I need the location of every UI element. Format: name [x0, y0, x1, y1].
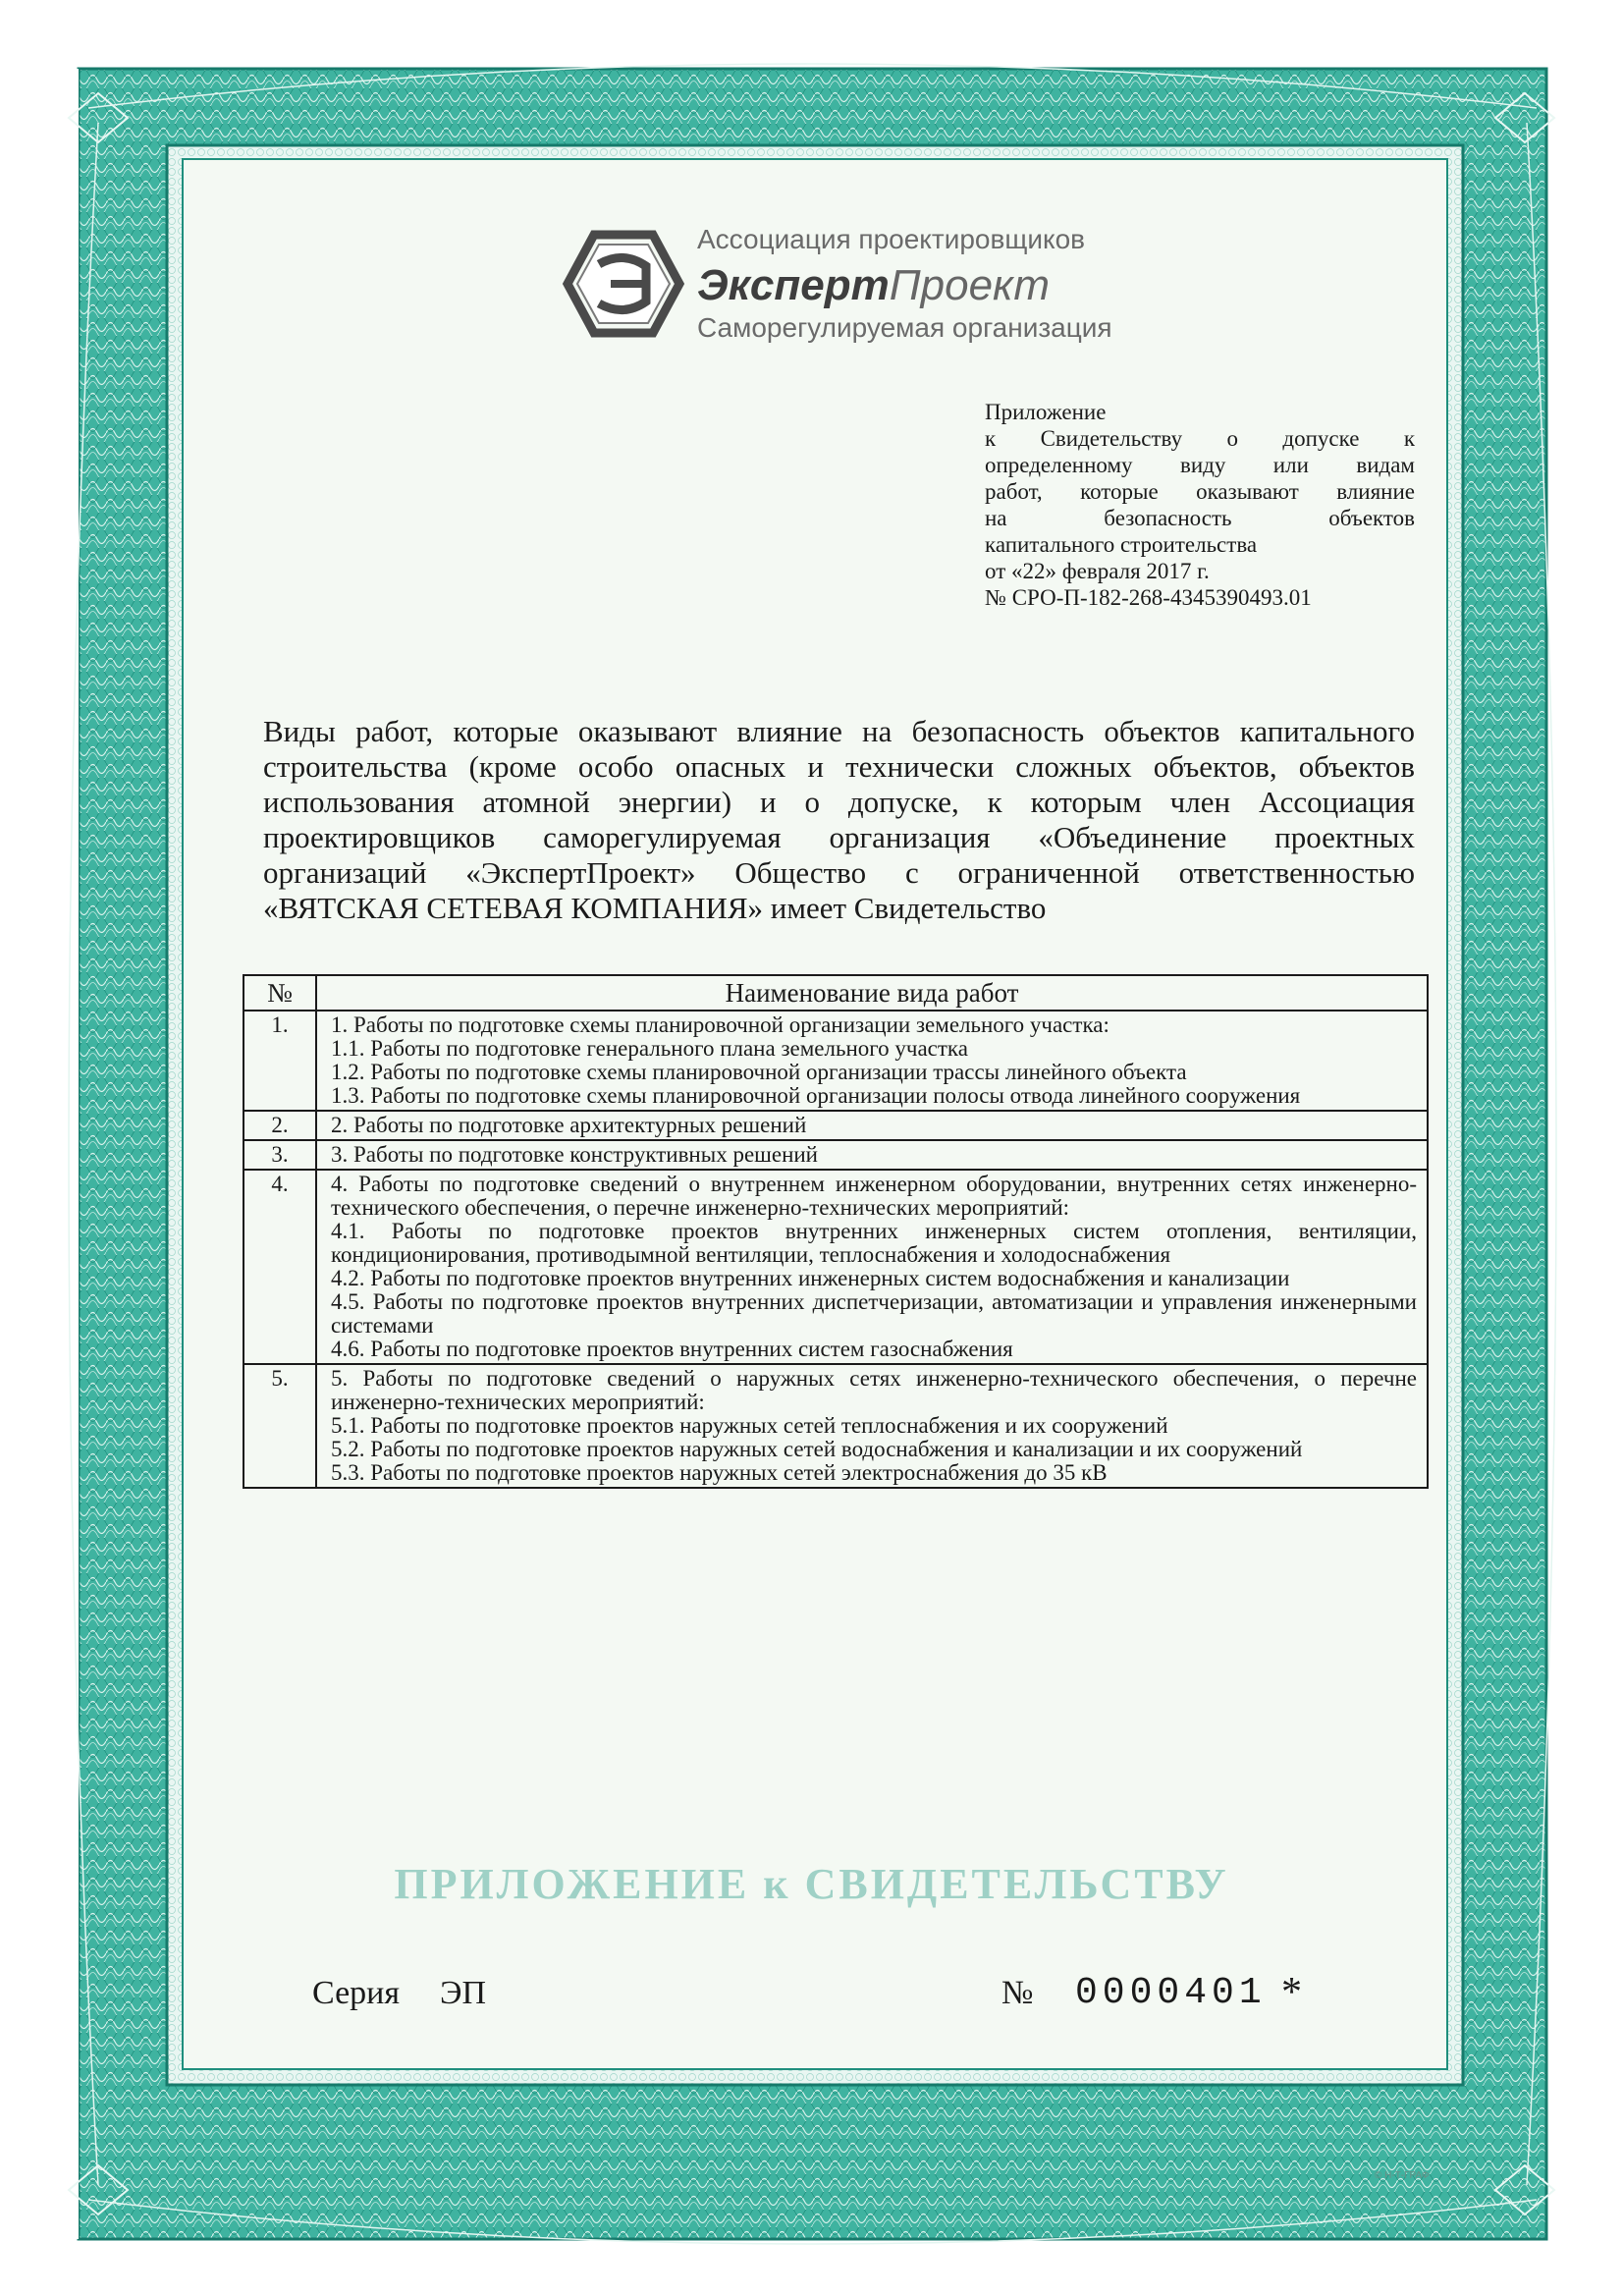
work-line: 1.3. Работы по подготовке схемы планировочной организации полосы отвода линейного сооружения [331, 1083, 1301, 1108]
annex-line: работ, которые оказывают влияние [985, 479, 1415, 504]
work-line: 4.6. Работы по подготовке проектов внутренних систем газоснабжения [331, 1337, 1013, 1361]
annex-footer-title: ПРИЛОЖЕНИЕ к СВИДЕТЕЛЬСТВУ [394, 1860, 1229, 1908]
serial-number: 0000401 [1075, 1972, 1267, 2014]
work-line: 4. Работы по подготовке сведений о внутреннем инженерном оборудовании, внутренних сетях инженерно-технического обеспечения, о перечне инженерно-технических мероприятий: [331, 1172, 1417, 1220]
row-content [316, 1140, 1428, 1170]
column-header-number: № [243, 975, 316, 1011]
work-line: 5. Работы по подготовке сведений о наружных сетях инженерно-технического обеспечения, о перечне инженерно-технических мероприятий: [331, 1366, 1417, 1414]
works-table [243, 974, 1429, 1489]
intro-paragraph: Виды работ, которые оказывают влияние на безопасность объектов капитального строительства (кроме особо опасных и технически сложных объектов, объектов использования атомной энергии) и о допуске, к которым член Ассоциация проектировщиков саморегулируемая организация «Объединение проектных организаций «ЭкспертПроект» Общество с ограниченной ответственностью «ВЯТСКАЯ СЕТЕВАЯ КОМПАНИЯ» имеет Свидетельство [263, 714, 1415, 925]
logo-brand [697, 261, 1112, 310]
annex-line: на безопасность объектов [985, 506, 1415, 530]
row-number: 4. [243, 1170, 316, 1364]
asterisk-mark: * [1281, 1970, 1302, 2015]
work-line: 4.1. Работы по подготовке проектов внутренних инженерных систем отопления, вентиляции, кондиционирования, противодымной вентиляции, теплоснабжения и холодоснабжения [331, 1219, 1417, 1267]
row-number: 5. [243, 1364, 316, 1488]
row-content [316, 1011, 1428, 1111]
work-line: 3. Работы по подготовке конструктивных решений [331, 1142, 818, 1167]
logo-subtitle: Саморегулируемая организация [697, 312, 1112, 343]
row-content [316, 1364, 1428, 1488]
logo-brand-italic: Проект [889, 261, 1050, 309]
series-label: Серия [312, 1975, 401, 2011]
logo-association: Ассоциация проектировщиков [697, 224, 1086, 254]
logo-brand-bold: Эксперт [697, 261, 890, 309]
work-line: 4.2. Работы по подготовке проектов внутренних инженерных систем водоснабжения и канализации [331, 1266, 1290, 1290]
row-content [316, 1111, 1428, 1140]
work-line: 2. Работы по подготовке архитектурных решений [331, 1113, 807, 1137]
work-line: 1.1. Работы по подготовке генерального плана земельного участка [331, 1036, 968, 1061]
annex-block [985, 399, 1415, 611]
row-number: 3. [243, 1140, 316, 1170]
annex-line: Приложение [985, 400, 1107, 424]
work-line: 1.2. Работы по подготовке схемы планировочной организации трассы линейного объекта [331, 1060, 1187, 1084]
table-row [243, 1011, 1428, 1111]
annex-line: от «22» февраля 2017 г. [985, 559, 1210, 583]
column-header-name: Наименование вида работ [316, 975, 1428, 1011]
annex-line: к Свидетельству о допуске к [985, 426, 1415, 451]
table-row [243, 1111, 1428, 1140]
work-line: 1. Работы по подготовке схемы планировочной организации земельного участка: [331, 1012, 1109, 1037]
work-line: 4.5. Работы по подготовке проектов внутренних диспетчеризации, автоматизации и управления инженерными системами [331, 1289, 1417, 1338]
series-value: ЭП [440, 1975, 486, 2011]
annex-line: капитального строительства [985, 532, 1258, 557]
table-row [243, 1364, 1428, 1488]
work-line: 5.3. Работы по подготовке проектов наружных сетей электроснабжения до 35 кВ [331, 1460, 1108, 1485]
number-label: № [1001, 1975, 1034, 2011]
printer-mark: © Н-Т-ГРАФ [1375, 2170, 1430, 2181]
row-number: 2. [243, 1111, 316, 1140]
table-header-row [243, 975, 1428, 1011]
work-line: 5.2. Работы по подготовке проектов наружных сетей водоснабжения и канализации и их сооружений [331, 1437, 1303, 1461]
logo-text [697, 224, 1112, 344]
table-row [243, 1140, 1428, 1170]
work-line: 5.1. Работы по подготовке проектов наружных сетей теплоснабжения и их сооружений [331, 1413, 1168, 1438]
row-content [316, 1170, 1428, 1364]
row-number: 1. [243, 1011, 316, 1111]
table-row [243, 1170, 1428, 1364]
annex-line: определенному виду или видам [985, 453, 1415, 477]
annex-line: № СРО-П-182-268-4345390493.01 [985, 585, 1312, 610]
